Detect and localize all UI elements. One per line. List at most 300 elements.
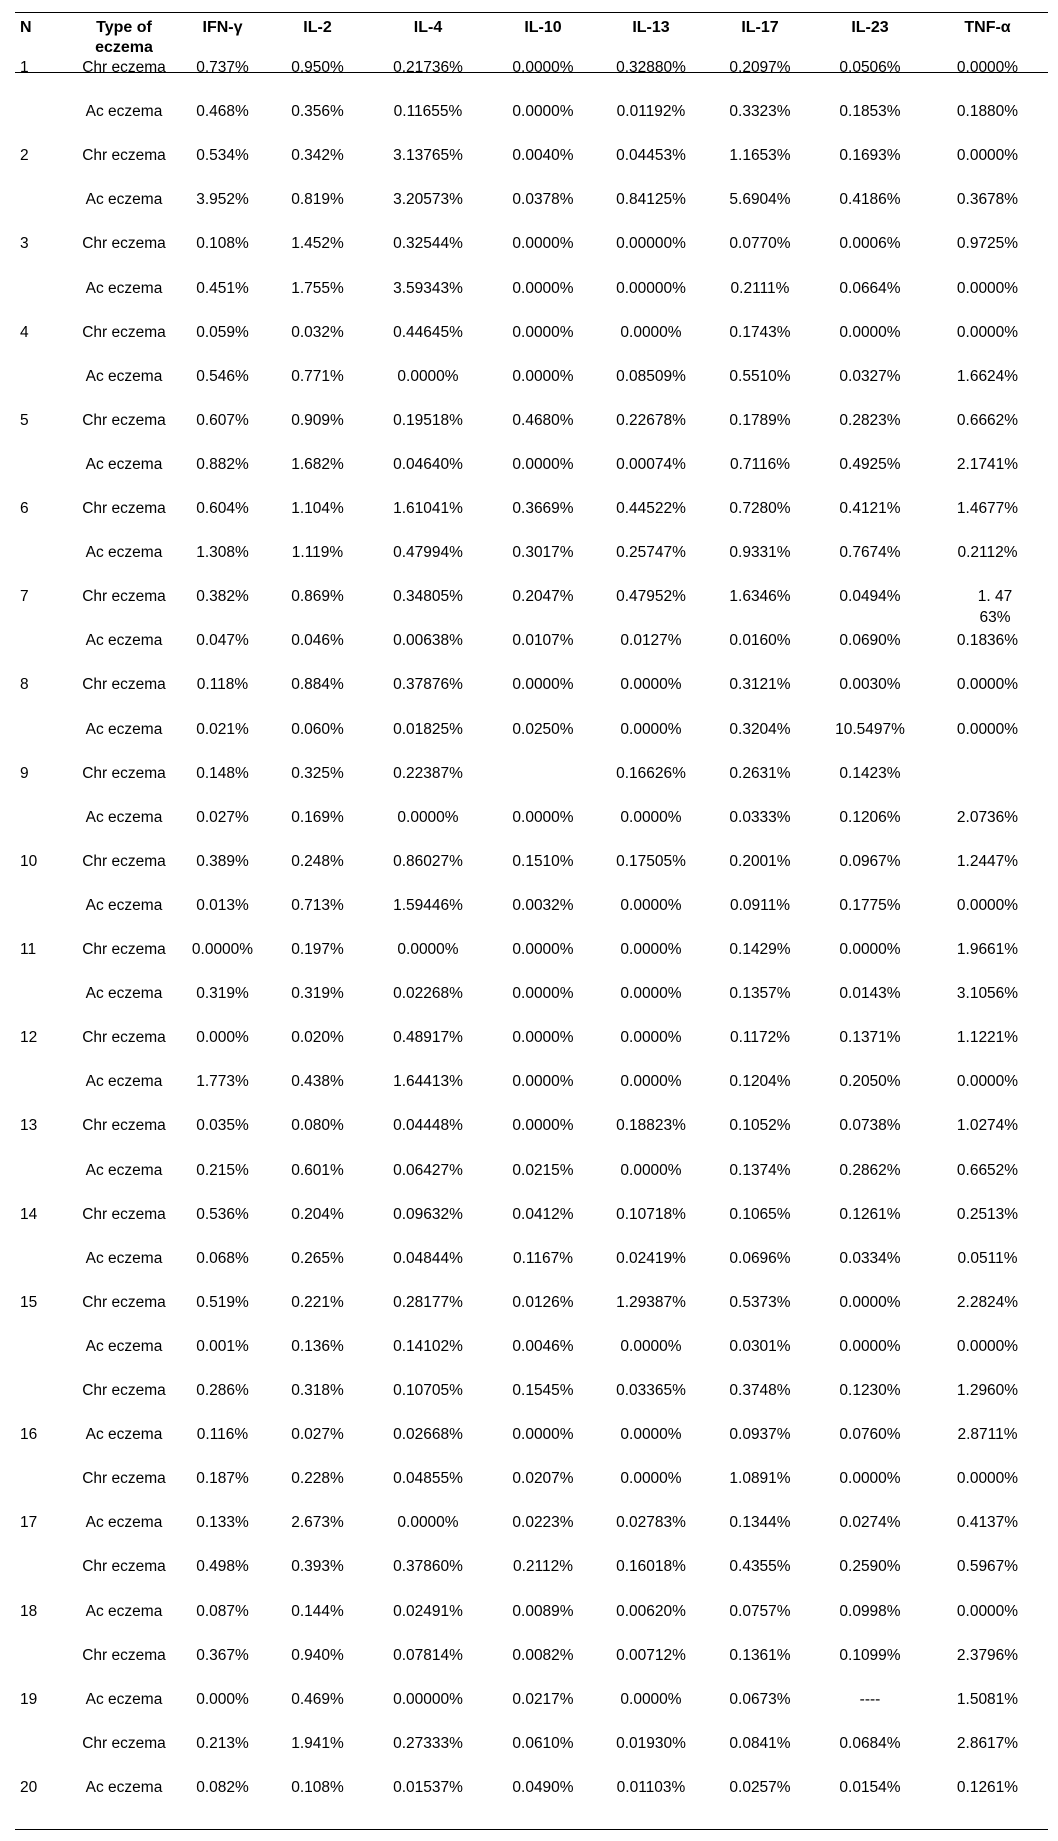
value-cell: 0.020% — [291, 1029, 344, 1046]
value-cell: 10.5497% — [835, 721, 905, 738]
value-cell: 0.16626% — [616, 765, 686, 782]
row-number: 1 — [20, 59, 29, 76]
eczema-type-cell: Chr eczema — [82, 59, 166, 76]
header-type-of-eczema: Type of eczema — [95, 19, 153, 56]
value-cell: 0.0217% — [512, 1691, 574, 1708]
value-cell: 0.319% — [196, 985, 249, 1002]
value-cell: 1.0891% — [729, 1470, 791, 1487]
row-number: 5 — [20, 412, 29, 429]
value-cell: 0.32544% — [393, 235, 463, 252]
eczema-type-cell: Ac eczema — [85, 103, 163, 120]
row-number: 2 — [20, 147, 29, 164]
value-cell: 0.04855% — [393, 1470, 463, 1487]
value-cell: 0.0000% — [839, 1470, 901, 1487]
value-cell: 1.308% — [196, 544, 249, 561]
row-number: 12 — [20, 1029, 38, 1046]
eczema-type-cell: Ac eczema — [85, 1603, 163, 1620]
value-cell: 0.0040% — [512, 147, 574, 164]
eczema-type-cell: Chr eczema — [82, 588, 166, 605]
eczema-type-cell: Ac eczema — [85, 1250, 163, 1267]
value-cell: 3.1056% — [956, 985, 1019, 1002]
value-cell: 1.59446% — [393, 897, 463, 914]
value-cell: 0.0046% — [512, 1338, 574, 1355]
value-cell: 0.819% — [291, 191, 344, 208]
value-cell: 0.0841% — [729, 1735, 791, 1752]
value-cell: 0.536% — [196, 1206, 249, 1223]
value-cell: 0.0000% — [620, 809, 682, 826]
value-cell: 0.1693% — [839, 147, 901, 164]
value-cell: 1.2447% — [956, 853, 1019, 870]
value-cell: 0.451% — [196, 280, 249, 297]
value-cell: 0.0032% — [512, 897, 574, 914]
value-cell: 0.0911% — [729, 897, 791, 914]
eczema-type-cell: Ac eczema — [85, 985, 163, 1002]
value-cell: 1.64413% — [393, 1073, 463, 1090]
value-cell: 1.29387% — [616, 1294, 686, 1311]
value-cell: 0.0000% — [956, 324, 1019, 341]
value-cell: 0.37860% — [393, 1558, 463, 1575]
value-cell: 0.02419% — [616, 1250, 686, 1267]
eczema-type-cell: Chr eczema — [82, 324, 166, 341]
value-cell: 0.0610% — [512, 1735, 574, 1752]
value-cell: 0.01103% — [616, 1779, 686, 1796]
row-number: 16 — [20, 1426, 38, 1443]
value-cell: 0.0511% — [957, 1250, 1018, 1267]
eczema-type-cell: Chr eczema — [82, 853, 166, 870]
value-cell: 0.3121% — [729, 676, 791, 693]
eczema-type-cell: Chr eczema — [82, 1206, 166, 1223]
value-cell: 0.737% — [196, 59, 249, 76]
value-cell: 0.389% — [196, 853, 249, 870]
value-cell: 0.0257% — [729, 1779, 791, 1796]
value-cell: 0.1204% — [729, 1073, 791, 1090]
value-cell: 0.02491% — [393, 1603, 463, 1620]
value-cell: 0.10705% — [393, 1382, 463, 1399]
header-tnf-alpha: TNF-α — [964, 19, 1011, 36]
value-cell: 0.0000% — [956, 1073, 1019, 1090]
value-cell: 0.16018% — [616, 1558, 686, 1575]
value-cell: 0.213% — [196, 1735, 249, 1752]
value-cell: 0.534% — [196, 147, 249, 164]
eczema-type-cell: Chr eczema — [82, 765, 166, 782]
eczema-type-cell: Chr eczema — [82, 1117, 166, 1134]
eczema-type-cell: Chr eczema — [82, 1647, 166, 1664]
value-cell: 0.197% — [291, 941, 344, 958]
value-cell: 0.468% — [196, 103, 249, 120]
eczema-type-cell: Chr eczema — [82, 1029, 166, 1046]
value-cell: 1.0274% — [956, 1117, 1019, 1134]
value-cell: 0.7674% — [839, 544, 901, 561]
eczema-type-cell: Ac eczema — [85, 1514, 163, 1531]
value-cell: 0.08509% — [616, 368, 686, 385]
value-cell: 0.0000% — [956, 676, 1019, 693]
value-cell: 1.6624% — [956, 368, 1019, 385]
value-cell: 0.2112% — [512, 1558, 574, 1575]
value-cell: 3.13765% — [393, 147, 463, 164]
value-cell: 0.0937% — [729, 1426, 791, 1443]
value-cell: 0.356% — [291, 103, 344, 120]
value-cell: 0.0378% — [512, 191, 574, 208]
row-number: 14 — [20, 1206, 38, 1223]
value-cell: 0.0000% — [839, 941, 901, 958]
value-cell: ---- — [859, 1691, 881, 1708]
value-cell: 0.469% — [291, 1691, 344, 1708]
value-cell: 1.6346% — [729, 588, 791, 605]
value-cell: 0.001% — [196, 1338, 249, 1355]
value-cell: 0.2111% — [730, 280, 790, 297]
value-cell: 0.169% — [291, 809, 344, 826]
value-cell: 0.0000% — [956, 1338, 1019, 1355]
value-cell: 0.04640% — [393, 456, 463, 473]
eczema-type-cell: Ac eczema — [85, 1691, 163, 1708]
value-cell: 0.228% — [291, 1470, 344, 1487]
value-cell: 0.027% — [291, 1426, 344, 1443]
value-cell: 0.0000% — [512, 59, 574, 76]
eczema-type-cell: Chr eczema — [82, 941, 166, 958]
value-cell: 0.148% — [196, 765, 249, 782]
value-cell: 0.047% — [196, 632, 249, 649]
table-top-rule — [15, 12, 1048, 13]
value-cell: 0.86027% — [393, 853, 463, 870]
value-cell: 0.1775% — [839, 897, 901, 914]
value-cell: 0.0207% — [512, 1470, 574, 1487]
row-number: 19 — [20, 1691, 38, 1708]
value-cell: 0.0250% — [512, 721, 574, 738]
value-cell: 0.265% — [291, 1250, 344, 1267]
value-cell: 0.0000% — [620, 721, 682, 738]
header-il-10: IL-10 — [524, 19, 562, 36]
value-cell: 0.0684% — [839, 1735, 901, 1752]
value-cell: 0.14102% — [393, 1338, 463, 1355]
value-cell: 0.5510% — [729, 368, 791, 385]
value-cell: 0.01192% — [616, 103, 686, 120]
value-cell: 0.0770% — [729, 235, 791, 252]
value-cell: 1.682% — [291, 456, 344, 473]
eczema-type-cell: Chr eczema — [82, 1735, 166, 1752]
value-cell: 1.1653% — [729, 147, 791, 164]
value-cell: 0.0757% — [729, 1603, 791, 1620]
value-cell: 0.0000% — [620, 1338, 682, 1355]
value-cell: 0.00000% — [616, 280, 686, 297]
value-cell: 0.771% — [291, 368, 344, 385]
value-cell: 0.0000% — [397, 941, 459, 958]
value-cell: 0.37876% — [393, 676, 463, 693]
value-cell: 0.4680% — [512, 412, 574, 429]
value-cell: 0.0690% — [839, 632, 901, 649]
value-cell: 0.0334% — [839, 1250, 901, 1267]
header-il-4: IL-4 — [413, 19, 443, 36]
value-cell: 0.1510% — [512, 853, 574, 870]
value-cell: 0.438% — [291, 1073, 344, 1090]
value-cell: 0.0696% — [729, 1250, 791, 1267]
value-cell: 0.144% — [291, 1603, 344, 1620]
value-cell: 2.673% — [291, 1514, 344, 1531]
value-cell: 0.0030% — [839, 676, 901, 693]
value-cell: 0.0000% — [956, 147, 1019, 164]
value-cell: 2.8617% — [956, 1735, 1019, 1752]
value-cell: 0.1374% — [729, 1162, 791, 1179]
value-cell: 0.0301% — [729, 1338, 791, 1355]
value-cell: 0.884% — [291, 676, 344, 693]
value-cell: 0.108% — [291, 1779, 344, 1796]
value-cell: 0.1261% — [956, 1779, 1019, 1796]
eczema-type-cell: Ac eczema — [85, 632, 163, 649]
eczema-type-cell: Chr eczema — [82, 1294, 166, 1311]
value-cell: 0.1371% — [839, 1029, 901, 1046]
value-cell: 0.2050% — [839, 1073, 901, 1090]
value-cell: 0.032% — [291, 324, 344, 341]
value-cell: 0.0000% — [620, 1426, 682, 1443]
value-cell: 0.00712% — [616, 1647, 686, 1664]
value-cell: 0.1206% — [839, 809, 901, 826]
value-cell: 0.19518% — [393, 412, 463, 429]
value-cell: 0.21736% — [393, 59, 463, 76]
value-cell: 0.1344% — [729, 1514, 791, 1531]
value-cell: 0.18823% — [616, 1117, 686, 1134]
value-cell: 3.952% — [196, 191, 249, 208]
header-il-23: IL-23 — [851, 19, 889, 36]
row-number: 13 — [20, 1117, 38, 1134]
value-cell: 0.0143% — [839, 985, 901, 1002]
eczema-type-cell: Ac eczema — [85, 280, 163, 297]
value-cell: 0.604% — [196, 500, 249, 517]
value-cell: 2.8711% — [957, 1426, 1018, 1443]
eczema-type-cell: Chr eczema — [82, 235, 166, 252]
value-cell: 0.0998% — [839, 1603, 901, 1620]
value-cell: 0.0333% — [729, 809, 791, 826]
value-cell: 0.940% — [291, 1647, 344, 1664]
value-cell: 0.0127% — [620, 632, 682, 649]
value-cell: 0.01825% — [393, 721, 463, 738]
value-cell: 0.909% — [291, 412, 344, 429]
eczema-type-cell: Ac eczema — [85, 544, 163, 561]
value-cell: 0.0000% — [839, 1338, 901, 1355]
value-cell: 0.4925% — [839, 456, 901, 473]
value-cell: 0.1836% — [956, 632, 1019, 649]
row-number: 9 — [20, 765, 29, 782]
value-cell: 0.02268% — [393, 985, 463, 1002]
value-cell: 0.059% — [196, 324, 249, 341]
value-cell: 0.2047% — [512, 588, 574, 605]
value-cell: 0.2823% — [839, 412, 901, 429]
value-cell: 0.7280% — [729, 500, 791, 517]
value-cell: 0.3017% — [512, 544, 574, 561]
value-cell: 0.0000% — [512, 985, 574, 1002]
value-cell: 0.2590% — [839, 1558, 901, 1575]
eczema-type-cell: Chr eczema — [82, 412, 166, 429]
value-cell: 0.087% — [196, 1603, 249, 1620]
value-cell: 0.09632% — [393, 1206, 463, 1223]
value-cell: 0.0000% — [956, 59, 1019, 76]
value-cell: 0.0082% — [512, 1647, 574, 1664]
value-cell: 0.5373% — [729, 1294, 791, 1311]
value-cell: 0.9725% — [956, 235, 1019, 252]
value-cell: 0.0000% — [620, 985, 682, 1002]
value-cell: 0.204% — [291, 1206, 344, 1223]
value-cell: 0.0738% — [839, 1117, 901, 1134]
value-cell: 0.116% — [196, 1426, 249, 1443]
value-cell: 0.060% — [291, 721, 344, 738]
value-cell: 1.1221% — [956, 1029, 1019, 1046]
value-cell: 0.1052% — [729, 1117, 791, 1134]
value-cell: 0.0000% — [512, 1029, 574, 1046]
value-cell: 0.0000% — [512, 941, 574, 958]
value-cell: 0.215% — [196, 1162, 249, 1179]
value-cell: 0.713% — [291, 897, 344, 914]
eczema-type-cell: Chr eczema — [82, 147, 166, 164]
header-il-13: IL-13 — [632, 19, 670, 36]
value-cell: 0.02783% — [616, 1514, 686, 1531]
value-cell: 0.519% — [196, 1294, 249, 1311]
eczema-type-cell: Ac eczema — [85, 368, 163, 385]
value-cell: 0.1545% — [512, 1382, 574, 1399]
value-cell: 0.108% — [196, 235, 249, 252]
value-cell: 0.0327% — [839, 368, 901, 385]
value-cell: 0.01537% — [393, 1779, 463, 1796]
value-cell: 0.0000% — [512, 280, 574, 297]
value-cell: 1.9661% — [956, 941, 1019, 958]
value-cell: 0.0126% — [512, 1294, 574, 1311]
value-cell: 0.000% — [196, 1029, 249, 1046]
value-cell: 0.02668% — [393, 1426, 463, 1443]
value-cell: 0.84125% — [616, 191, 686, 208]
value-cell: 0.3678% — [956, 191, 1019, 208]
value-cell: 0.221% — [291, 1294, 344, 1311]
value-cell: 0.06427% — [393, 1162, 463, 1179]
row-number: 7 — [20, 588, 29, 605]
value-cell: 0.04844% — [393, 1250, 463, 1267]
value-cell: 2.2824% — [956, 1294, 1019, 1311]
value-cell: 0.00620% — [616, 1603, 686, 1620]
eczema-type-cell: Ac eczema — [85, 897, 163, 914]
value-cell: 0.00000% — [616, 235, 686, 252]
value-cell: 0.2513% — [956, 1206, 1019, 1223]
value-cell: 0.0000% — [512, 235, 574, 252]
value-cell: 0.0000% — [397, 368, 459, 385]
value-cell: 0.27333% — [393, 1735, 463, 1752]
value-cell: 1. 4763% — [977, 588, 1013, 626]
value-cell: 0.1853% — [839, 103, 901, 120]
value-cell: 0.0000% — [620, 324, 682, 341]
eczema-type-cell: Chr eczema — [82, 500, 166, 517]
value-cell: 0.04448% — [393, 1117, 463, 1134]
value-cell: 0.0000% — [620, 1470, 682, 1487]
value-cell: 0.00000% — [393, 1691, 463, 1708]
eczema-type-cell: Chr eczema — [82, 1558, 166, 1575]
value-cell: 0.013% — [196, 897, 249, 914]
eczema-type-cell: Ac eczema — [85, 1426, 163, 1443]
value-cell: 0.0490% — [512, 1779, 574, 1796]
value-cell: 0.4137% — [956, 1514, 1019, 1531]
value-cell: 0.0000% — [512, 1073, 574, 1090]
value-cell: 1.773% — [196, 1073, 249, 1090]
value-cell: 2.3796% — [956, 1647, 1019, 1664]
value-cell: 1.4677% — [956, 500, 1019, 517]
row-number: 10 — [20, 853, 38, 870]
value-cell: 2.0736% — [956, 809, 1019, 826]
value-cell: 0.00638% — [393, 632, 463, 649]
value-cell: 0.4186% — [839, 191, 901, 208]
value-cell: 0.1743% — [729, 324, 791, 341]
value-cell: 1.119% — [291, 544, 344, 561]
value-cell: 0.0274% — [839, 1514, 901, 1531]
value-cell: 0.0107% — [512, 632, 574, 649]
value-cell: 5.6904% — [729, 191, 791, 208]
header-il-17: IL-17 — [741, 19, 779, 36]
value-cell: 0.0664% — [839, 280, 901, 297]
value-cell: 0.0494% — [839, 588, 901, 605]
eczema-type-cell: Ac eczema — [85, 1338, 163, 1355]
value-cell: 0.607% — [196, 412, 249, 429]
value-cell: 0.22678% — [616, 412, 686, 429]
value-cell: 0.0000% — [620, 1073, 682, 1090]
value-cell: 0.0000% — [620, 1029, 682, 1046]
value-cell: 0.0000% — [512, 103, 574, 120]
value-cell: 0.1361% — [729, 1647, 791, 1664]
value-cell: 0.1065% — [729, 1206, 791, 1223]
value-cell: 0.1423% — [839, 765, 901, 782]
header-ifn-gamma: IFN-γ — [202, 19, 243, 36]
eczema-type-cell: Ac eczema — [85, 1162, 163, 1179]
value-cell: 0.1261% — [839, 1206, 901, 1223]
value-cell: 0.9331% — [729, 544, 791, 561]
value-cell: 0.0215% — [512, 1162, 574, 1179]
value-cell: 0.7116% — [729, 456, 791, 473]
value-cell: 0.2112% — [957, 544, 1018, 561]
value-cell: 0.28177% — [393, 1294, 463, 1311]
value-cell: 0.882% — [196, 456, 249, 473]
value-cell: 0.0089% — [512, 1603, 574, 1620]
value-cell: 0.118% — [196, 676, 249, 693]
value-cell: 0.5967% — [956, 1558, 1019, 1575]
value-cell: 0.47994% — [393, 544, 463, 561]
value-cell: 0.0000% — [397, 1514, 459, 1531]
header-n: N — [20, 19, 32, 36]
value-cell: 0.950% — [291, 59, 344, 76]
value-cell: 0.01930% — [616, 1735, 686, 1752]
value-cell: 1.755% — [291, 280, 344, 297]
value-cell: 0.1230% — [839, 1382, 901, 1399]
value-cell: 0.2097% — [729, 59, 791, 76]
value-cell: 0.035% — [196, 1117, 249, 1134]
value-cell: 0.44522% — [616, 500, 686, 517]
eczema-type-cell: Ac eczema — [85, 721, 163, 738]
value-cell: 0.1429% — [729, 941, 791, 958]
value-cell: 0.6662% — [956, 412, 1019, 429]
value-cell: 0.0000% — [620, 676, 682, 693]
value-cell: 0.0000% — [512, 1426, 574, 1443]
value-cell: 0.0000% — [512, 324, 574, 341]
value-cell: 0.187% — [196, 1470, 249, 1487]
value-cell: 0.0000% — [620, 897, 682, 914]
value-cell: 1.2960% — [956, 1382, 1019, 1399]
value-cell: 0.0160% — [729, 632, 791, 649]
value-cell: 0.11655% — [393, 103, 463, 120]
value-cell: 0.498% — [196, 1558, 249, 1575]
value-cell: 0.342% — [291, 147, 344, 164]
value-cell: 3.20573% — [393, 191, 463, 208]
value-cell: 0.0000% — [620, 1691, 682, 1708]
value-cell: 0.0967% — [839, 853, 901, 870]
value-cell: 0.286% — [196, 1382, 249, 1399]
eczema-type-cell: Chr eczema — [82, 1470, 166, 1487]
value-cell: 0.4355% — [729, 1558, 791, 1575]
value-cell: 0.027% — [196, 809, 249, 826]
value-cell: 0.0000% — [956, 1603, 1019, 1620]
value-cell: 0.0412% — [512, 1206, 574, 1223]
value-cell: 3.59343% — [393, 280, 463, 297]
value-cell: 0.0000% — [956, 721, 1019, 738]
